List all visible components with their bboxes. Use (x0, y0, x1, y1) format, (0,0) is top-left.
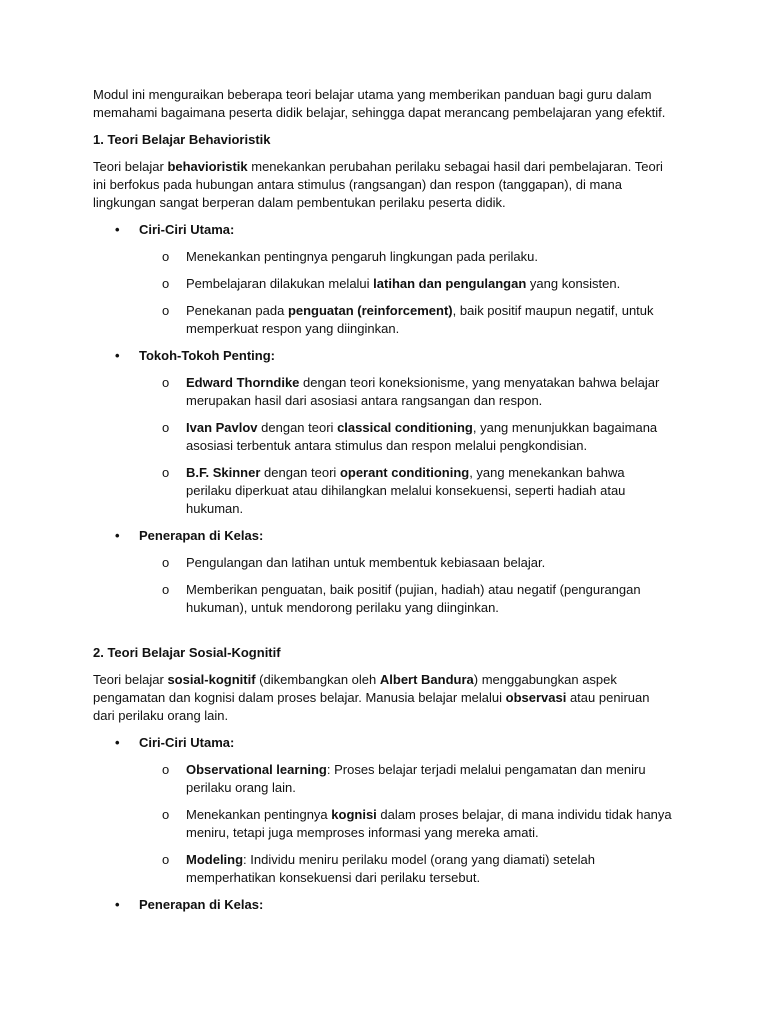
section-spacer (93, 626, 672, 644)
list-item: o Modeling: Individu meniru perilaku model (orang yang diamati) setelah memperhatikan konsekuensi dari perilaku tersebut. (162, 852, 595, 885)
bullet-icon: • (115, 897, 120, 912)
section2-penerapan-heading: • Penerapan di Kelas: (115, 897, 264, 912)
section2-title: 2. Teori Belajar Sosial-Kognitif (93, 645, 281, 660)
list-item: o Menekankan pentingnya kognisi dalam proses belajar, di mana individu tidak hanya meniru, tetapi juga memproses informasi yang mereka amati. (162, 807, 672, 840)
list-item: o Observational learning: Proses belajar terjadi melalui pengamatan dan meniru perilaku orang lain. (162, 762, 646, 795)
section1-title: 1. Teori Belajar Behavioristik (93, 132, 271, 147)
sub-bullet-icon: o (162, 276, 170, 291)
list-item: o Memberikan penguatan, baik positif (pujian, hadiah) atau negatif (pengurangan hukuman), untuk mendorong perilaku yang diinginkan. (162, 582, 641, 615)
section1-penerapan-heading: • Penerapan di Kelas: (115, 528, 264, 543)
sub-bullet-icon: o (162, 375, 170, 390)
sub-bullet-icon: o (162, 582, 170, 597)
list-item: o Menekankan pentingnya pengaruh lingkungan pada perilaku. (162, 249, 538, 264)
sub-bullet-icon: o (162, 303, 170, 318)
section1-ciri-heading: • Ciri-Ciri Utama: (115, 222, 235, 237)
list-item: o Pembelajaran dilakukan melalui latihan dan pengulangan yang konsisten. (162, 276, 621, 291)
list-item: o Pengulangan dan latihan untuk membentuk kebiasaan belajar. (162, 555, 546, 570)
section2-ciri-heading: • Ciri-Ciri Utama: (115, 735, 235, 750)
list-item: o Edward Thorndike dengan teori koneksionisme, yang menyatakan bahwa belajar merupakan hasil dari asosiasi antara rangsangan dan respon. (162, 375, 660, 408)
bullet-icon: • (115, 222, 120, 237)
list-item: o B.F. Skinner dengan teori operant conditioning, yang menekankan bahwa perilaku diperkuat atau dihilangkan melalui konsekuensi, seperti hadiah atau hukuman. (162, 465, 626, 516)
bullet-icon: • (115, 735, 120, 750)
sub-bullet-icon: o (162, 420, 170, 435)
section1-tokoh-heading: • Tokoh-Tokoh Penting: (115, 348, 275, 363)
sub-bullet-icon: o (162, 465, 170, 480)
list-item: o Penekanan pada penguatan (reinforcement), baik positif maupun negatif, untuk memperkuat respon yang diinginkan. (162, 303, 654, 336)
sub-bullet-icon: o (162, 852, 170, 867)
sub-bullet-icon: o (162, 555, 170, 570)
sub-bullet-icon: o (162, 249, 170, 264)
bullet-icon: • (115, 348, 120, 363)
bullet-icon: • (115, 528, 120, 543)
sub-bullet-icon: o (162, 807, 170, 822)
sub-bullet-icon: o (162, 762, 170, 777)
section1-description: Teori belajar behavioristik menekankan perubahan perilaku sebagai hasil dari pembelajaran. Teori ini berfokus pada hubungan antara stimulus (rangsangan) dan respon (tanggapan), di mana lingkungan sangat berperan dalam pembentukan perilaku peserta didik. (93, 159, 663, 210)
section2-description: Teori belajar sosial-kognitif (dikembangkan oleh Albert Bandura) menggabungkan aspek pengamatan dan kognisi dalam proses belajar. Manusia belajar melalui observasi atau peniruan dari perilaku orang lain. (93, 672, 650, 723)
list-item: o Ivan Pavlov dengan teori classical conditioning, yang menunjukkan bagaimana asosiasi terbentuk antara stimulus dan respon melalui pengkondisian. (162, 420, 658, 453)
intro-paragraph: Modul ini menguraikan beberapa teori belajar utama yang memberikan panduan bagi guru dalam memahami bagaimana peserta didik belajar, sehingga dapat merancang pembelajaran yang efektif. (93, 87, 666, 120)
